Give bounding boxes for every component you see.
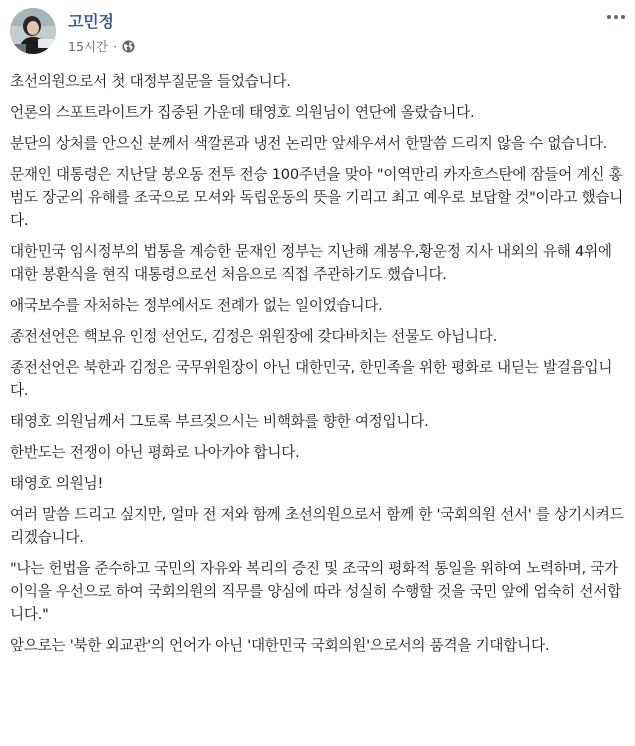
post-paragraph: 여러 말씀 드리고 싶지만, 얼마 전 저와 함께 초선의원으로서 함께 한 '국회의원 선서' 를 상기시켜드리겠습니다. <box>10 506 624 546</box>
post-paragraph: 태영호 의원님께서 그토록 부르짖으시는 비핵화를 향한 여정입니다. <box>10 413 429 430</box>
more-options-icon[interactable] <box>603 8 629 26</box>
post-paragraph: 종전선언은 핵보유 인정 선언도, 김정은 위원장에 갖다바치는 선물도 아닙니다. <box>10 328 498 345</box>
avatar[interactable] <box>10 8 56 54</box>
post-header <box>0 0 635 68</box>
more-dot <box>621 15 625 19</box>
post-paragraph: 종전선언은 북한과 김정은 국무위원장이 아닌 대한민국, 한민족을 위한 평화로 내딛는 발걸음입니다. <box>10 359 613 399</box>
author-name[interactable]: 고민정 <box>68 12 114 31</box>
post-paragraph: 대한민국 임시정부의 법통을 계승한 문재인 정부는 지난해 계봉우,황운정 지사 내외의 유해 4위에 대한 봉환식을 현직 대통령으로선 처음으로 직접 주관하기도 했습니다. <box>10 243 612 283</box>
post-paragraph: "나는 헌법을 준수하고 국민의 자유와 복리의 증진 및 조국의 평화적 통일을 위하여 노력하며, 국가이익을 우선으로 하여 국회의원의 직무를 양심에 따라 성실히 수행할 것을 국민 앞에 엄숙히 선서합니다." <box>10 560 621 623</box>
post-paragraph: 앞으로는 '북한 외교관'의 언어가 아닌 '대한민국 국회의원'으로서의 품격을 기대합니다. <box>10 637 550 654</box>
post-timestamp[interactable]: 15시간 <box>68 39 109 54</box>
post-paragraph: 태영호 의원님! <box>10 475 104 492</box>
post-meta <box>68 37 135 55</box>
post-paragraph: 분단의 상처를 안으신 분께서 색깔론과 냉전 논리만 앞세우셔서 한말씀 드리지 않을 수 없습니다. <box>10 135 608 152</box>
post-paragraph: 초선의원으로서 첫 대정부질문을 들었습니다. <box>10 73 291 90</box>
globe-icon[interactable] <box>122 40 135 53</box>
meta-separator: · <box>113 38 118 54</box>
post-body <box>10 70 628 665</box>
post-paragraph: 한반도는 전쟁이 아닌 평화로 나아가야 합니다. <box>10 444 300 461</box>
post-paragraph: 문재인 대통령은 지난달 봉오동 전투 전승 100주년을 맞아 "이역만리 카자흐스탄에 잠들어 계신 홍범도 장군의 유해를 조국으로 모셔와 독립운동의 뜻을 기리고 최고 예우로 보답할 것"이라고 했습니다. <box>10 166 624 229</box>
post-paragraph: 언론의 스포트라이트가 집중된 가운데 태영호 의원님이 연단에 올랐습니다. <box>10 104 475 121</box>
more-dot <box>614 15 618 19</box>
more-dot <box>607 15 611 19</box>
avatar-photo <box>10 8 56 54</box>
post-paragraph: 애국보수를 자처하는 정부에서도 전례가 없는 일이었습니다. <box>10 297 383 314</box>
